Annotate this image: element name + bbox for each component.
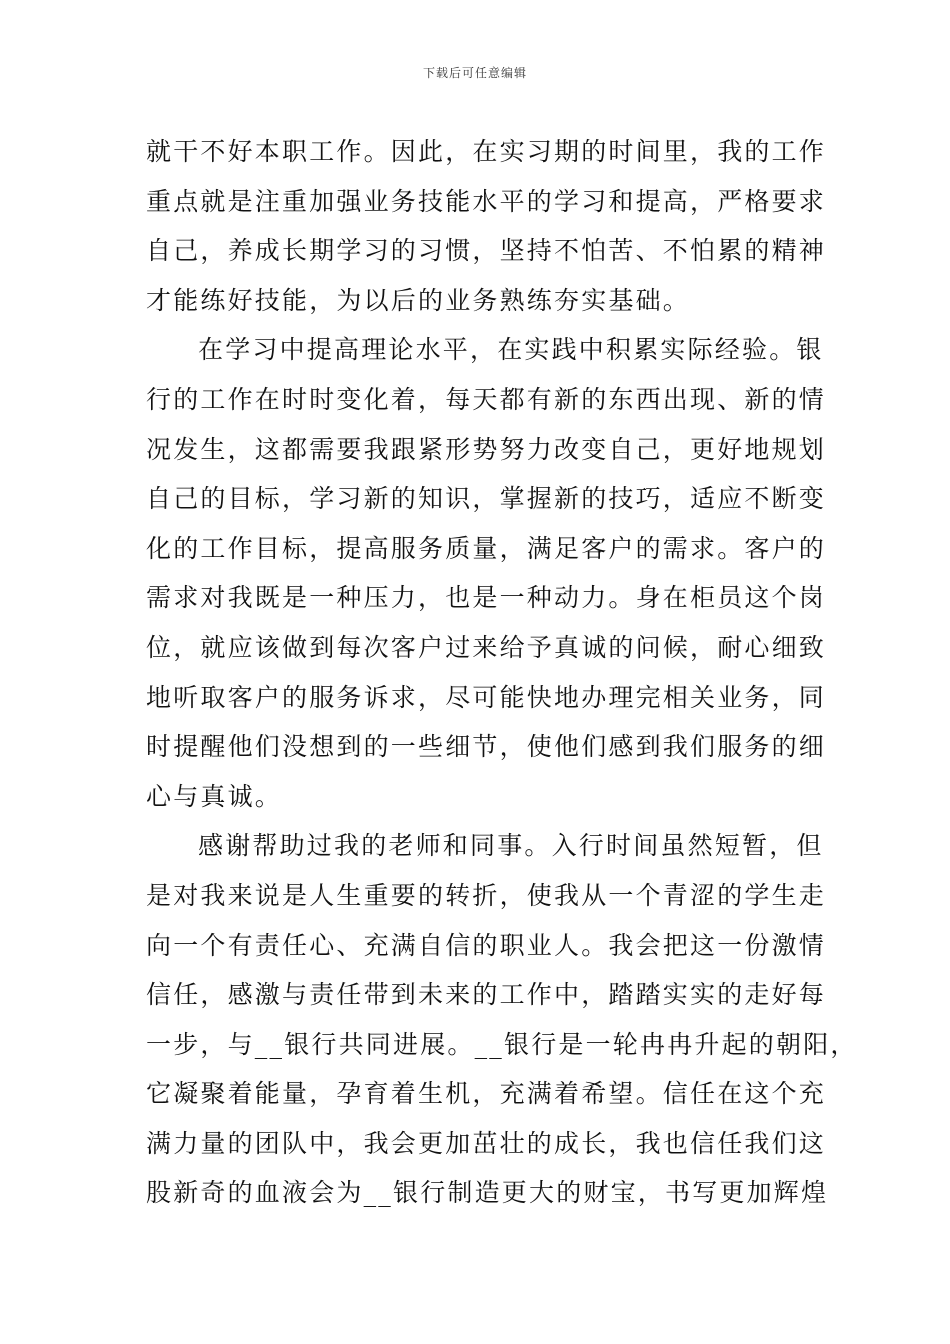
paragraph-line: 地听取客户的服务诉求，尽可能快地办理完相关业务，同 — [146, 682, 827, 712]
paragraph-line: 行的工作在时时变化着，每天都有新的东西出现、新的情 — [146, 384, 827, 414]
paragraph-line: 信任，感激与责任带到未来的工作中，踏踏实实的走好每 — [146, 980, 827, 1010]
paragraph-line: 才能练好技能，为以后的业务熟练夯实基础。 — [146, 285, 691, 315]
paragraph-line: 重点就是注重加强业务技能水平的学习和提高，严格要求 — [146, 186, 827, 216]
paragraph-line: 位，就应该做到每次客户过来给予真诚的问候，耐心细致 — [146, 632, 827, 662]
page-header: 下载后可任意编辑 — [422, 66, 527, 80]
paragraph-line: 况发生，这都需要我跟紧形势努力改变自己，更好地规划 — [146, 434, 827, 464]
paragraph-line: 向一个有责任心、充满自信的职业人。我会把这一份激情 — [146, 930, 827, 960]
paragraph-first-line: 在学习中提高理论水平，在实践中积累实际经验。银 — [198, 335, 824, 365]
paragraph-line: 就干不好本职工作。因此，在实习期的时间里，我的工作 — [146, 137, 827, 166]
paragraph-line: 是对我来说是人生重要的转折，使我从一个青涩的学生走 — [146, 880, 827, 910]
paragraph-line: 它凝聚着能量，孕育着生机，充满着希望。信任在这个充 — [146, 1079, 827, 1109]
paragraph-line: 自己的目标，学习新的知识，掌握新的技巧，适应不断变 — [146, 484, 827, 514]
paragraph-line: 股新奇的血液会为__银行制造更大的财宝，书写更加辉煌 — [146, 1178, 829, 1208]
paragraph-line: 需求对我既是一种压力，也是一种动力。身在柜员这个岗 — [146, 583, 827, 613]
paragraph-line: 一步，与__银行共同进展。__银行是一轮冉冉升起的朝阳， — [146, 1029, 858, 1059]
paragraph-first-line: 感谢帮助过我的老师和同事。入行时间虽然短暂，但 — [198, 831, 824, 861]
paragraph-line: 自己，养成长期学习的习惯，坚持不怕苦、不怕累的精神 — [146, 236, 827, 266]
paragraph-line: 心与真诚。 — [146, 781, 283, 811]
paragraph-line: 满力量的团队中，我会更加茁壮的成长，我也信任我们这 — [146, 1128, 827, 1158]
paragraph-line: 化的工作目标，提高服务质量，满足客户的需求。客户的 — [146, 533, 827, 563]
body-text — [146, 127, 858, 1218]
paragraph-line: 时提醒他们没想到的一些细节，使他们感到我们服务的细 — [146, 732, 827, 762]
